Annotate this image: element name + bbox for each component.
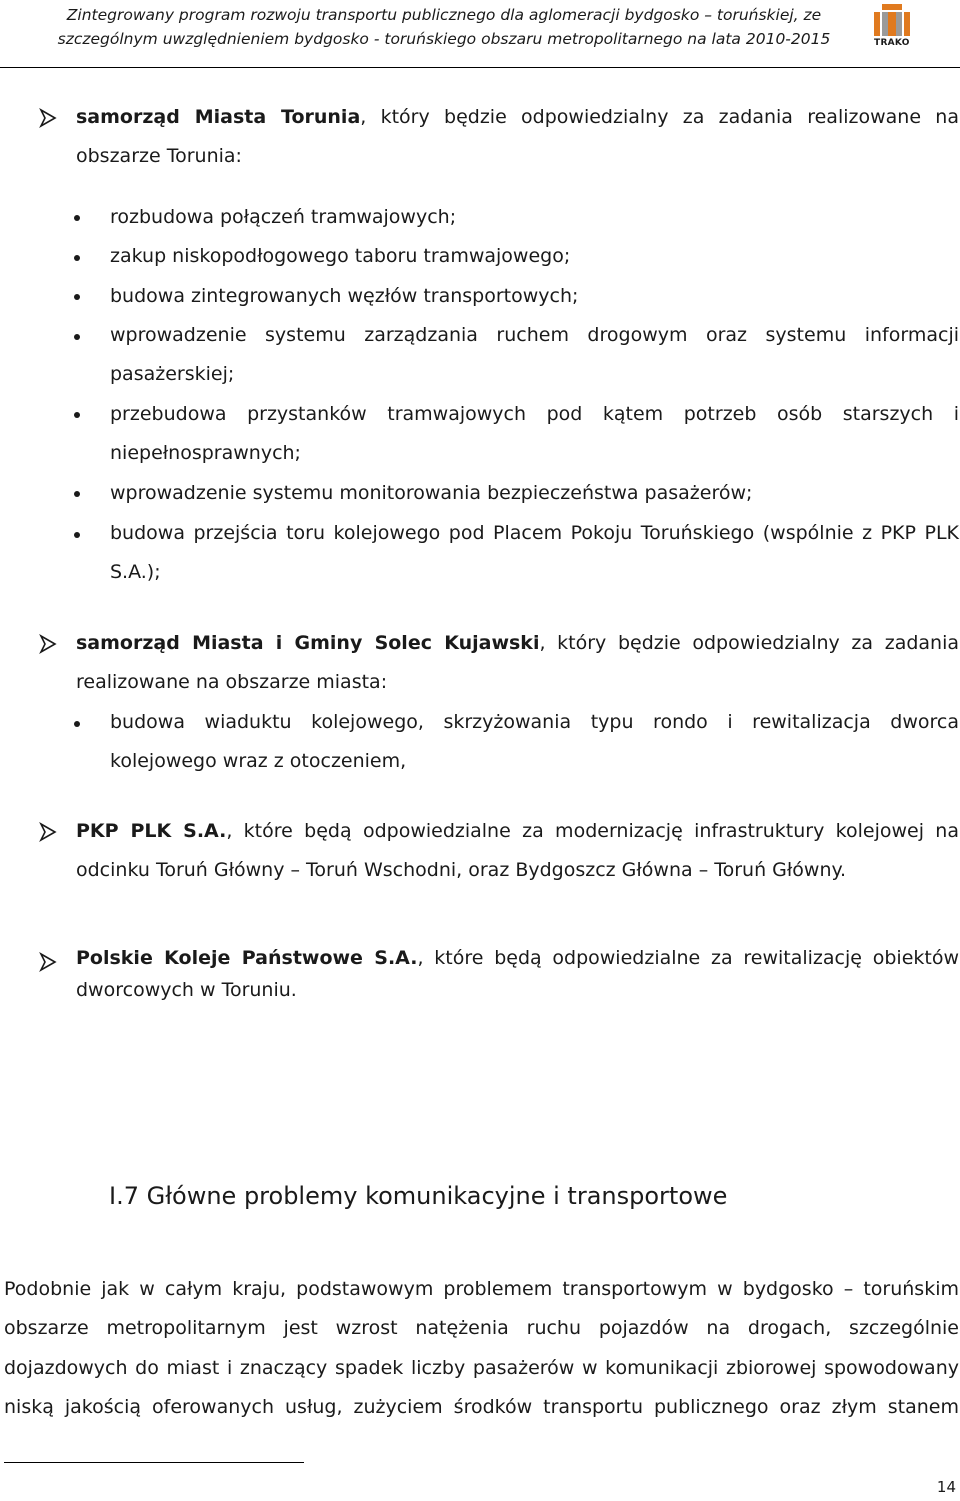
arrow-bullet-icon <box>38 952 58 972</box>
section3-bold: PKP PLK S.A. <box>76 820 227 842</box>
footer-divider <box>4 1462 304 1463</box>
section3-paragraph <box>76 812 959 890</box>
page-header <box>0 0 960 68</box>
section4-bold: Polskie Koleje Państwowe S.A. <box>76 947 418 969</box>
header-title-line2: szczególnym uwzględnieniem bydgosko - toruńskiego obszaru metropolitarnego na lata 2010-2015 <box>57 30 831 48</box>
arrow-bullet-icon <box>38 822 58 842</box>
section2-text: , który będzie odpowiedzialny za zadania realizowane na obszarze miasta: <box>76 632 959 693</box>
section1-paragraph <box>76 98 959 176</box>
list-item: zakup niskopodłogowego taboru tramwajowego; <box>110 245 571 267</box>
bullet-dot <box>74 412 80 418</box>
header-title <box>34 3 854 51</box>
bullet-dot <box>74 491 80 497</box>
list-item: przebudowa przystanków tramwajowych pod kątem potrzeb osób starszych i niepełnosprawnych; <box>110 403 959 464</box>
body-paragraph: Podobnie jak w całym kraju, podstawowym problemem transportowym w bydgosko – toruńskim obszarze metropolitarnym jest wzrost natężenia ruchu pojazdów na drogach, szczególnie dojazdowych do miast i znaczący spadek liczby pasażerów w komunikacji zbiorowej spowodowany niską jakością oferowanych usług, zużyciem środków transportu publicznego oraz złym stanem <box>4 1278 959 1418</box>
section3-text: , które będą odpowiedzialne za modernizację infrastruktury kolejowej na odcinku Toruń Główny – Toruń Wschodni, oraz Bydgoszcz Główna – Toruń Główny. <box>76 820 959 881</box>
list-item: budowa przejścia toru kolejowego pod Placem Pokoju Toruńskiego (wspólnie z PKP PLK S.A.); <box>110 522 959 583</box>
bullet-dot <box>74 532 80 538</box>
section2-bold: samorząd Miasta i Gminy Solec Kujawski <box>76 632 540 654</box>
bullet-dot <box>74 721 80 727</box>
section4-text: , które będą odpowiedzialne za rewitalizację obiektów dworcowych w Toruniu. <box>76 947 959 1001</box>
list-item: wprowadzenie systemu zarządzania ruchem drogowym oraz systemu informacji pasażerskiej; <box>110 324 959 385</box>
header-divider <box>0 67 960 68</box>
list-item: rozbudowa połączeń tramwajowych; <box>110 206 457 228</box>
bullet-dot <box>74 334 80 340</box>
section1-bold: samorząd Miasta Torunia <box>76 106 361 128</box>
bullet-dot <box>74 255 80 261</box>
list-item: budowa zintegrowanych węzłów transportowych; <box>110 285 579 307</box>
header-title-line1: Zintegrowany program rozwoju transportu publicznego dla aglomeracji bydgosko – toruńskiej, ze <box>66 6 822 24</box>
page-number: 14 <box>936 1478 956 1496</box>
bullet-dot <box>74 215 80 221</box>
arrow-bullet-icon <box>38 108 58 128</box>
logo-text: TRAKO <box>874 38 910 48</box>
section1-text: , który będzie odpowiedzialny za zadania realizowane na obszarze Torunia: <box>76 106 959 167</box>
list-item: wprowadzenie systemu monitorowania bezpieczeństwa pasażerów; <box>110 482 753 504</box>
bullet-dot <box>74 294 80 300</box>
section4-paragraph <box>76 942 959 1006</box>
list-item: budowa wiaduktu kolejowego, skrzyżowania typu rondo i rewitalizacja dworca kolejowego wraz z otoczeniem, <box>110 711 959 772</box>
section2-paragraph <box>76 624 959 702</box>
arrow-bullet-icon <box>38 634 58 654</box>
section-heading: I.7 Główne problemy komunikacyjne i transportowe <box>109 1182 728 1210</box>
